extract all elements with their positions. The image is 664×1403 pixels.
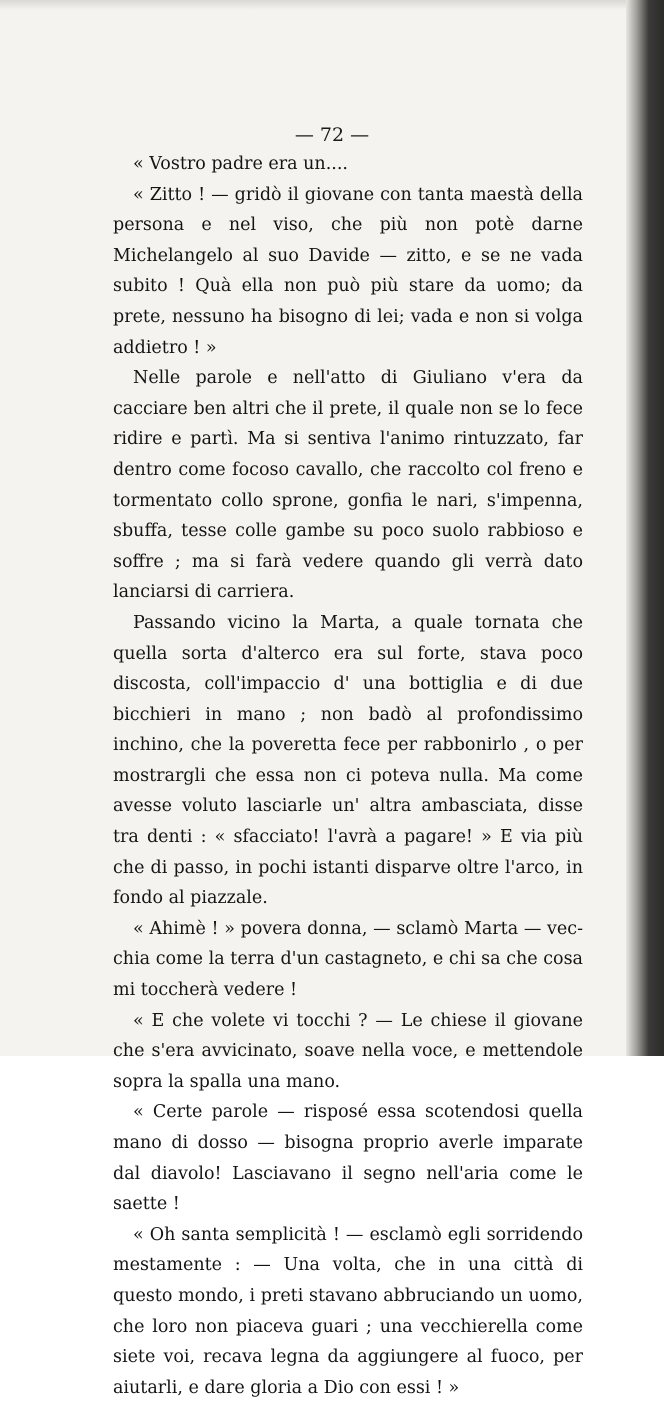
paragraph: « Ahimè ! » povera donna, — sclamò Marta — vecchia come la terra d'un castagneto, e chi sa che cosa mi toccherà vedere ! xyxy=(113,918,583,1001)
paragraph: Nelle parole e nell'atto di Giuliano v'era da cacciare ben altri che il prete, il quale non se lo fece ridire e partì. Ma si sentiva l'animo rintuzzato, far dentro come focoso cavallo, che raccolto col freno e tormentato collo sprone, gonfia le nari, s'impenna, sbuffa, tesse colle gambe su poco suolo rabbioso e soffre ; ma si farà vedere quando gli verrà dato lanciarsi di carriera. xyxy=(113,368,583,603)
page-binding-shadow xyxy=(626,0,664,1056)
paragraph: « Oh santa semplicità ! — esclamò egli sorridendo mestamente : — Una volta, che in una città di questo mondo, i preti stavano abbruciando un uomo, che loro non piaceva guari ; una vecchierella come siete voi, recava legna da aggiungere al fuoco, per aiutarli, e dare gloria a Dio con essi ! » xyxy=(113,1224,583,1398)
paragraph: « E che volete vi tocchi ? — Le chiese il giovane che s'era avvicinato, soave nella voce, e mettendole sopra la spalla una mano. xyxy=(113,1010,583,1092)
paragraph: « Certe parole — risposé essa scotendosi quella mano di dosso — bisogna proprio averle imparate dal diavolo! Lasciavano il segno nell'aria come le saette ! xyxy=(113,1102,583,1215)
paragraph: « Zitto ! — gridò il giovane con tanta maestà della persona e nel viso, che più non potè darne Michelangelo al suo Davide — zitto, e se ne vada subito ! Quà ella non può più stare da uomo; da prete, nessuno ha bisogno di lei; vada e non si volga addietro ! » xyxy=(113,184,583,358)
body-text xyxy=(113,149,583,1403)
paragraph: Passando vicino la Marta, a quale tornata che quella sorta d'alterco era sul forte, stava poco discosta, coll'impaccio d' una bottiglia e di due bicchieri in mano ; non badò al profondissimo inchino, che la poveretta fece per rabbonirlo , o per mostrargli che essa non ci poteva nulla. Ma come avesse voluto lasciarle un' altra ambasciata, disse tra denti : « sfacciato! l'avrà a pagare! » E via più che di passo, in pochi istanti disparve oltre l'arco, in fondo al piazzale. xyxy=(113,612,583,909)
page-number: — 72 — xyxy=(294,124,370,146)
page-top-edge xyxy=(0,0,664,10)
paragraph: « Vostro padre era un.... xyxy=(133,154,348,174)
